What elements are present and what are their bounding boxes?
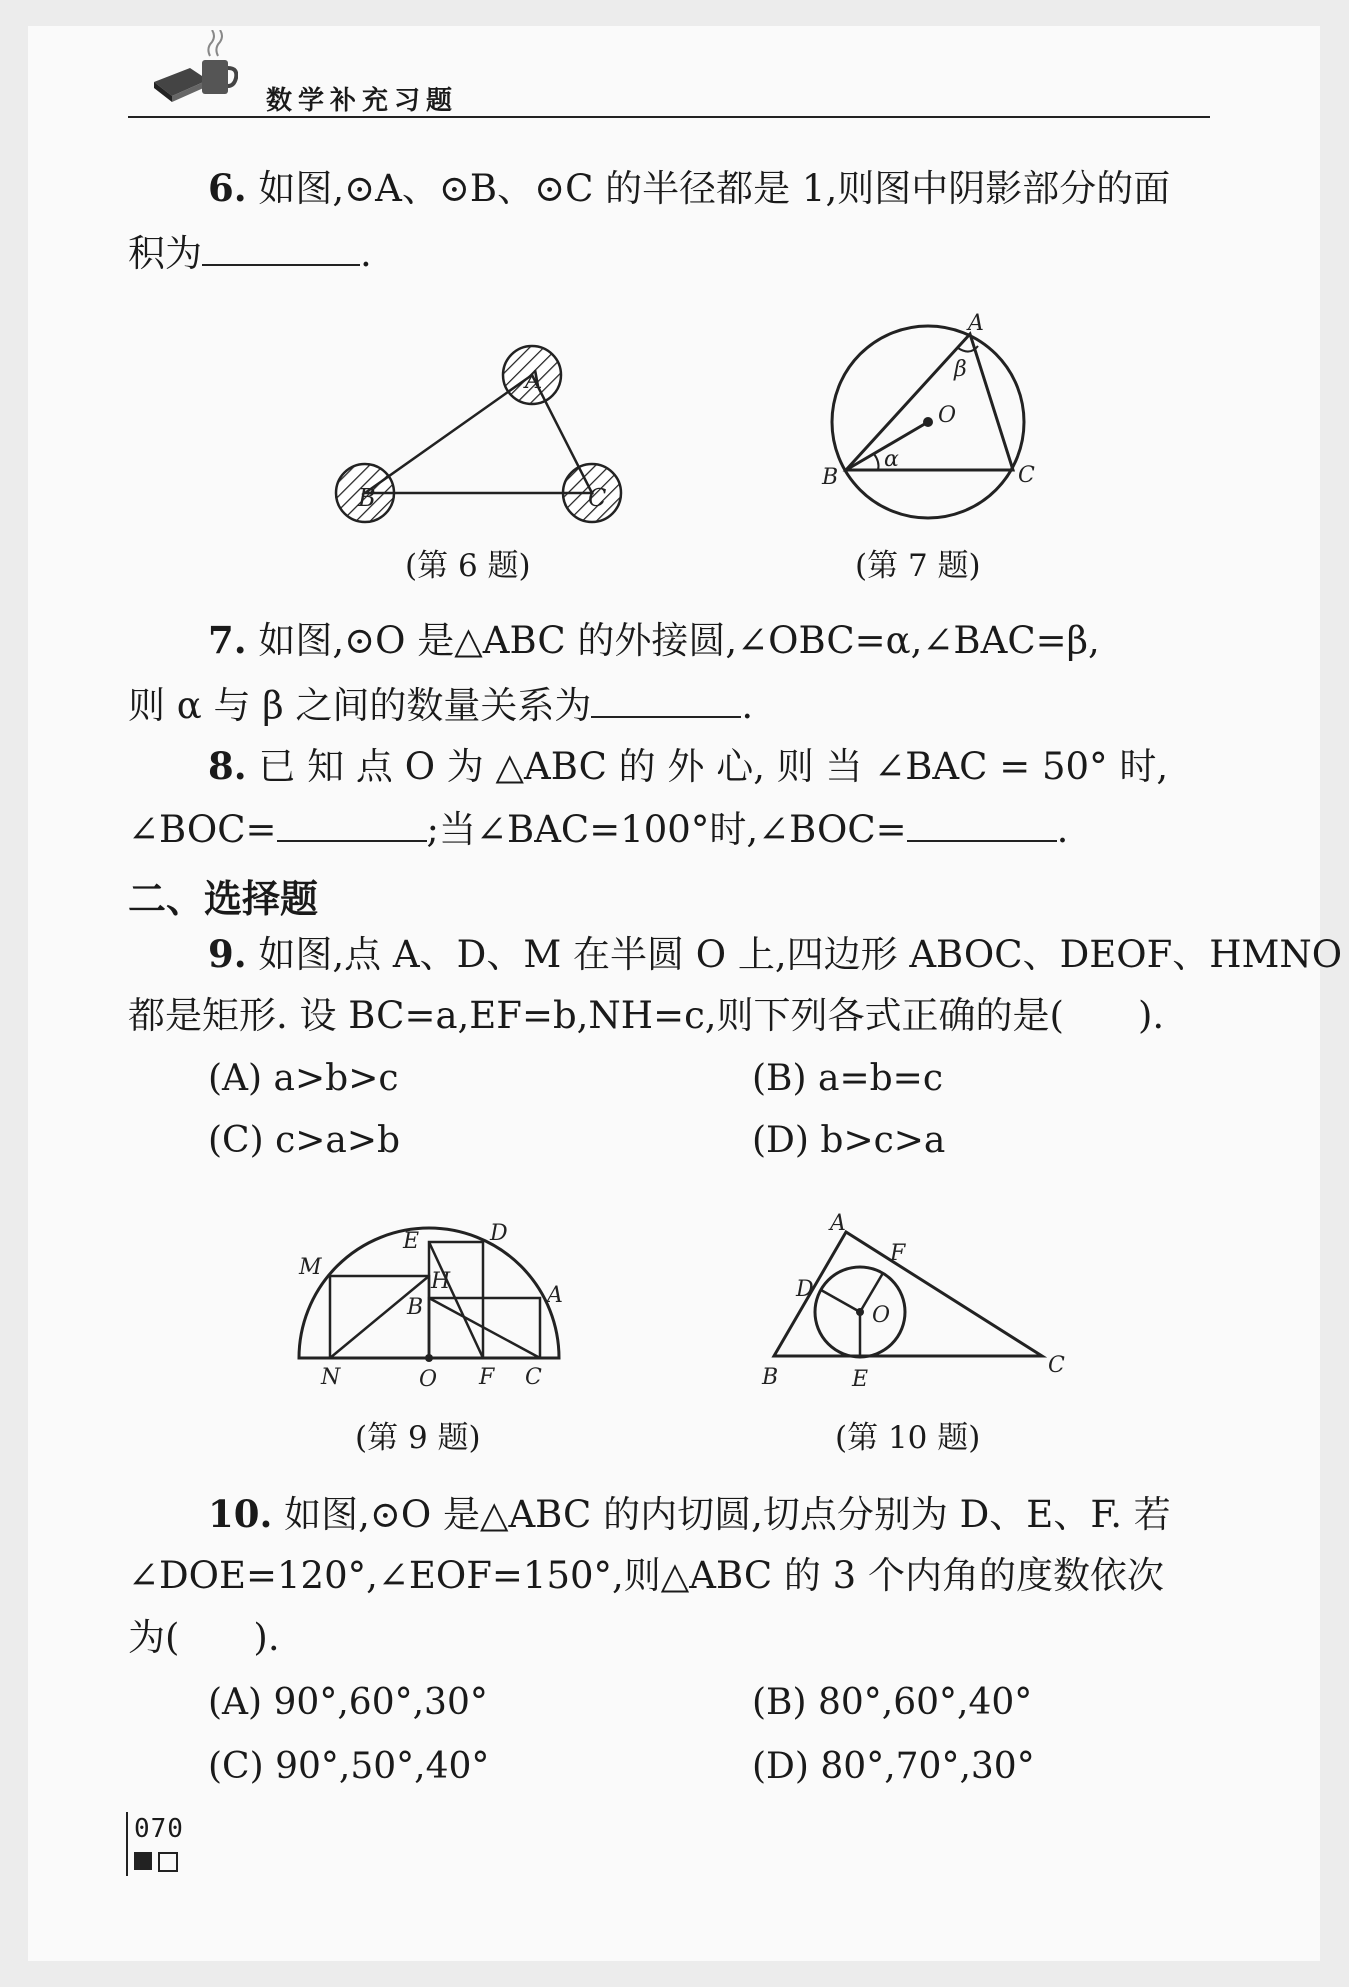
label-b: B [762,1365,779,1390]
label-o: O [938,403,957,428]
label-e: E [403,1229,420,1254]
q10-option-a: (A) 90°,60°,30° [208,1682,488,1723]
q8-answer-blank-1 [277,808,427,842]
q8-answer-blank-2 [907,808,1057,842]
page-number: 070 [134,1814,184,1844]
q8-text2b: ;当∠BAC=100°时,∠BOC= [426,808,907,851]
figure-9-caption: (第 9 题) [355,1420,481,1456]
label-b: B [358,484,376,512]
q9-number: 9. [208,932,247,976]
radius-od [821,1290,860,1312]
q6-answer-blank [202,232,360,266]
figure-10-diagram [748,1208,1088,1398]
book-cup-icon [148,30,238,106]
label-e: E [852,1367,869,1392]
label-b: B [407,1295,424,1320]
q10-option-b: (B) 80°,60°,40° [752,1682,1033,1723]
center-o-dot [425,1354,433,1362]
triangle-abc [846,334,1013,470]
figure-10-caption: (第 10 题) [835,1420,981,1456]
q10-number: 10. [208,1492,273,1536]
figure-9-diagram [285,1218,585,1398]
filled-square-icon [134,1852,152,1870]
q8-text2a: ∠BOC= [128,808,277,851]
label-f: F [479,1365,495,1390]
q6-line2 [128,232,372,274]
label-d: D [490,1221,508,1246]
q10-line3: 为( ). [128,1616,280,1659]
angle-alpha-arc [874,454,879,470]
figure-7-caption: (第 7 题) [855,548,981,584]
label-b: B [822,465,839,490]
diagonal-bc [429,1298,540,1358]
header-rule [128,116,1210,118]
label-beta: β [954,357,967,382]
section-heading: 二、选择题 [128,877,319,921]
q6-number: 6. [208,166,247,210]
q10-text1: 如图,⊙O 是△ABC 的内切圆,切点分别为 D、E、F. 若 [284,1493,1171,1536]
label-c: C [1018,463,1035,488]
q7-line2 [128,684,753,726]
q8-line1 [208,746,1168,787]
label-c: C [525,1365,542,1390]
figure-7-diagram [808,310,1048,530]
figure-6-caption: (第 6 题) [405,548,531,584]
label-m: M [299,1255,322,1280]
q6-line1 [208,168,1170,209]
q10-option-d: (D) 80°,70°,30° [752,1746,1035,1787]
center-o-dot [923,417,933,427]
label-h: H [431,1269,451,1294]
q10-line2: ∠DOE=120°,∠EOF=150°,则△ABC 的 3 个内角的度数依次 [128,1554,1164,1597]
label-a: A [968,311,984,336]
q7-end: . [741,684,754,727]
q9-text1: 如图,点 A、D、M 在半圆 O 上,四边形 ABOC、DEOF、HMNO [258,933,1343,976]
footer-rule [126,1812,128,1876]
q7-line1 [208,620,1100,661]
label-a: A [525,366,543,394]
center-o-dot [856,1308,864,1316]
q8-text1: 已 知 点 O 为 △ABC 的 外 心, 则 当 ∠BAC = 50° 时, [258,745,1169,788]
triangle-abc [774,1232,1042,1356]
q10-option-c: (C) 90°,50°,40° [208,1746,490,1787]
label-o: O [419,1367,438,1392]
label-d: D [796,1277,814,1302]
q9-line1 [208,934,1342,975]
header-title: 数学补充习题 [266,86,459,116]
triangle-abc [365,375,592,493]
q9-option-a: (A) a>b>c [208,1058,399,1099]
q9-option-d: (D) b>c>a [752,1120,946,1161]
label-c: C [1048,1353,1065,1378]
q6-text2: 积为 [128,232,202,275]
label-n: N [321,1365,341,1390]
q6-end: . [360,232,372,275]
figure-6-diagram [320,330,640,530]
q7-number: 7. [208,618,247,662]
label-a: A [830,1211,846,1236]
label-o: O [872,1303,891,1328]
q9-option-b: (B) a=b=c [752,1058,943,1099]
q7-text2: 则 α 与 β 之间的数量关系为 [128,684,592,727]
q6-text1: 如图,⊙A、⊙B、⊙C 的半径都是 1,则图中阴影部分的面 [258,167,1171,210]
q8-number: 8. [208,744,247,788]
label-f: F [890,1241,906,1266]
label-alpha: α [884,447,899,472]
label-c: C [588,484,607,512]
q9-line2: 都是矩形. 设 BC=a,EF=b,NH=c,则下列各式正确的是( ). [128,994,1165,1037]
q8-line2 [128,808,1068,850]
q10-line1 [208,1494,1171,1535]
diagonal-ef [429,1242,483,1358]
label-a: A [547,1283,563,1308]
q8-end: . [1056,808,1069,851]
empty-square-icon [158,1852,178,1872]
q7-text1: 如图,⊙O 是△ABC 的外接圆,∠OBC=α,∠BAC=β, [258,619,1100,662]
q9-option-c: (C) c>a>b [208,1120,401,1161]
q7-answer-blank [591,684,741,718]
